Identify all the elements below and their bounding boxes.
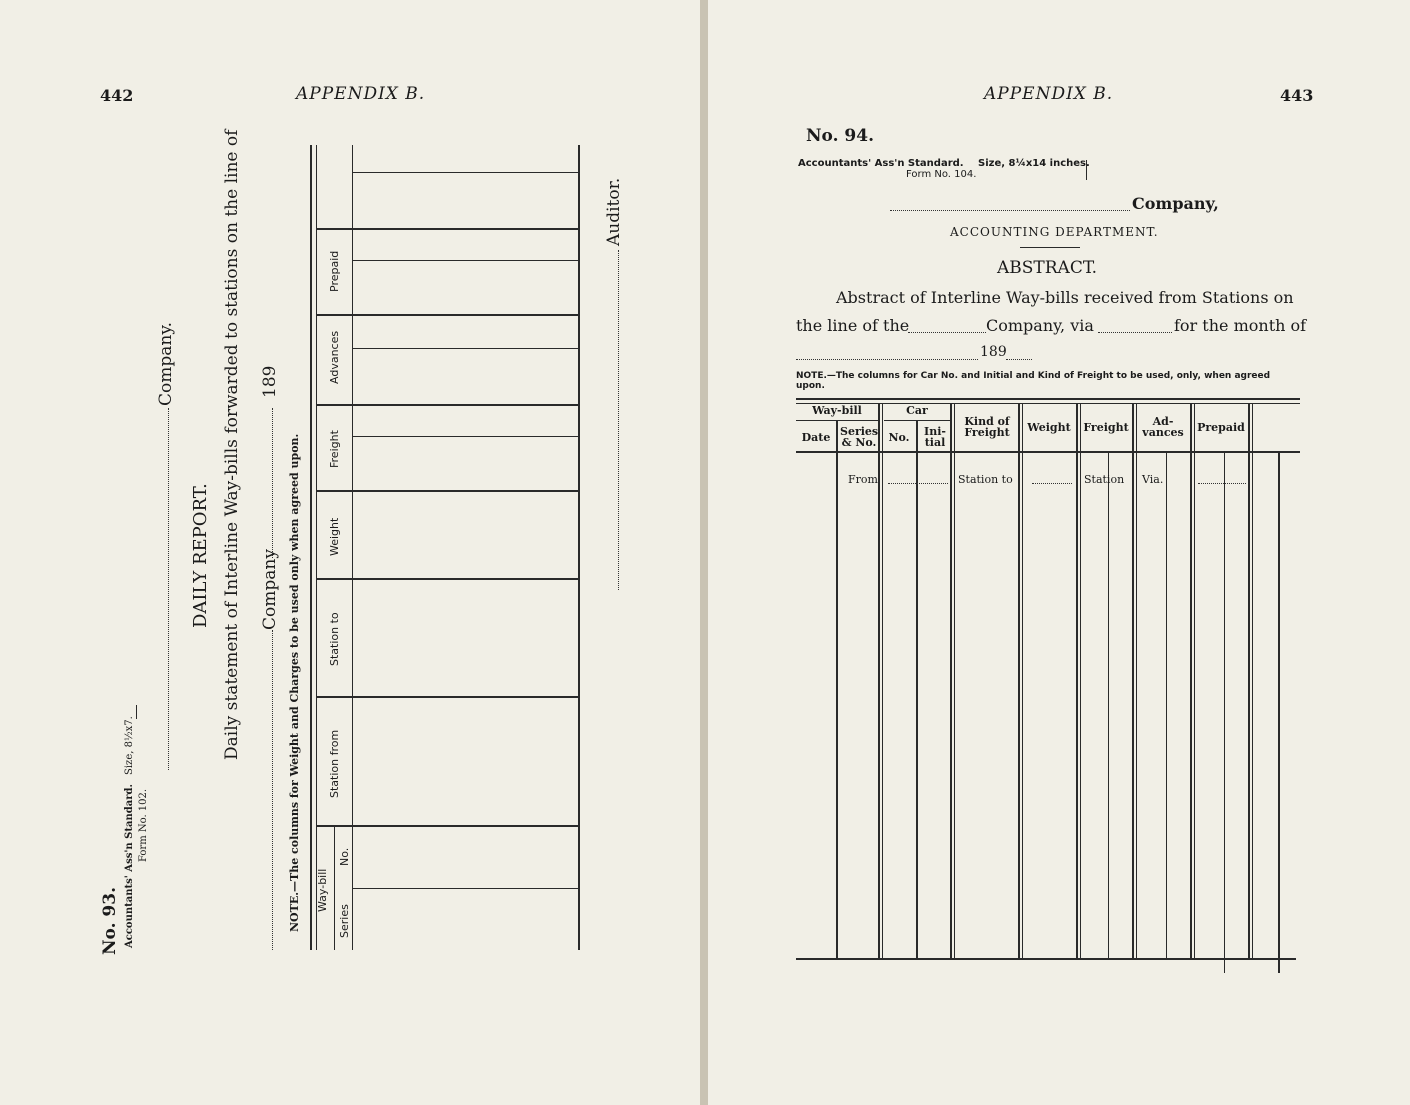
form-reference: Form No. 104. [906,169,977,180]
page-header: APPENDIX B. [984,84,1114,104]
abstract-year: 189 [980,344,1007,360]
col-series: Series [338,904,351,938]
abstract-line-1: Abstract of Interline Way-bills received from Stations on [836,288,1294,307]
table-bottom-rule [796,958,1296,960]
col-station-from: Station from [328,729,341,798]
note-text: NOTE.—The columns for Weight and Charges to be used only when agreed upon. [288,433,301,932]
col-line [1132,404,1134,958]
right-page [708,0,1410,1105]
row-line [352,436,578,437]
col-line [1166,451,1167,958]
company-label: Company. [156,321,176,406]
abstract-line-2c: for the month of [1174,316,1307,335]
header-car: Car [906,404,928,417]
col-station-to: Station to [328,612,341,666]
column-boundary [316,314,578,316]
cell-fill [1198,483,1246,484]
col-line [836,420,838,958]
year-label: 189 [260,365,280,398]
column-boundary [316,228,578,230]
auditor-fill-line [618,250,619,590]
col-line [1136,404,1137,958]
col-line [1108,451,1109,958]
column-boundary [316,578,578,580]
col-line [950,404,952,958]
cell-via: Via. [1142,473,1164,486]
fill-line [796,359,978,360]
column-boundary [316,825,578,827]
header-kind-of-freight: Kind of Freight [964,415,1010,439]
col-line [1022,404,1023,958]
row-line [352,888,578,889]
header-prepaid: Prepaid [1197,421,1245,434]
left-page [0,0,700,1105]
cell-station-to: Station to [958,473,1013,486]
col-line [1252,404,1253,958]
standard-note: Accountants' Ass'n Standard. [124,784,135,948]
statement-text: Daily statement of Interline Way-bills forwarded to stations on the line of [222,129,242,760]
fill-line [908,332,986,333]
size-note: Size, 8½x7. [124,716,135,775]
cell-fill [1032,483,1072,484]
col-line [882,404,883,958]
car-group-rule [884,420,952,421]
size-note: Size, 8¼x14 inches. [978,158,1090,169]
col-weight: Weight [328,517,341,556]
table-outer-left [310,145,312,950]
company-label: Company, [1132,194,1219,213]
col-line [1194,404,1195,958]
header-waybill: Way-bill [812,404,862,417]
year-fill-line [272,408,273,558]
form-reference: Form No. 102. [138,788,149,862]
page-number: 443 [1280,86,1314,105]
department-label: ACCOUNTING DEPARTMENT. [950,225,1159,239]
auditor-label: Auditor. [604,177,624,246]
waybill-divider [334,825,335,950]
abstract-line-2a: the line of the [796,316,910,335]
col-advances: Advances [328,330,341,384]
table-top-rule [796,398,1300,400]
column-boundary [316,404,578,406]
form-number: No. 93. [100,887,120,955]
bracket [1086,160,1087,180]
column-boundary [316,696,578,698]
table-outer-left-inner [316,145,317,950]
table-top-rule-inner [796,403,1300,404]
col-no: No. [338,847,351,866]
row-line [352,260,578,261]
page-number: 442 [100,86,134,105]
table-header-divider [352,145,353,950]
cell-station: Station [1084,473,1125,486]
header-series: Series & No. [840,425,879,449]
form-number: No. 94. [806,126,874,146]
company-fill-line [890,210,1130,211]
col-line [1278,451,1280,973]
fill-line [1006,359,1032,360]
col-line [954,404,955,958]
bracket [136,705,137,719]
col-line [1080,404,1081,958]
report-title: DAILY REPORT. [190,483,211,628]
header-freight: Freight [1083,421,1129,434]
header-car-no: No. [888,431,910,444]
company-fill-line [168,408,169,770]
row-line [352,172,578,173]
header-weight: Weight [1027,421,1071,434]
col-line [1018,404,1020,958]
standard-note: Accountants' Ass'n Standard. [798,158,964,169]
book-gutter [700,0,708,1105]
cell-fill [888,483,948,484]
col-line [1076,404,1078,958]
column-boundary [316,490,578,492]
fill-line [1098,332,1172,333]
header-advances: Ad-vances [1142,415,1184,439]
row-line [352,348,578,349]
abstract-title: ABSTRACT. [997,258,1098,278]
divider [1020,247,1080,248]
header-initial: Ini-tial [924,425,946,449]
header-date: Date [801,431,831,444]
col-line [1248,404,1250,958]
col-prepaid: Prepaid [328,250,341,292]
col-waybill: Way-bill [316,868,329,912]
cell-from: From [848,473,878,486]
page-header: APPENDIX B. [296,84,426,104]
col-line [878,404,880,958]
col-line [916,420,918,958]
table-outer-right [578,145,580,950]
col-line [1190,404,1192,958]
company-fill-line-2 [272,630,273,950]
col-freight: Freight [328,430,341,468]
note-text: NOTE.—The columns for Car No. and Initial and Kind of Freight to be used, only, when agreed upon. [796,371,1271,391]
company-label-2: Company [260,549,280,630]
abstract-line-2b: Company, via [986,316,1094,335]
col-line [1224,451,1225,973]
